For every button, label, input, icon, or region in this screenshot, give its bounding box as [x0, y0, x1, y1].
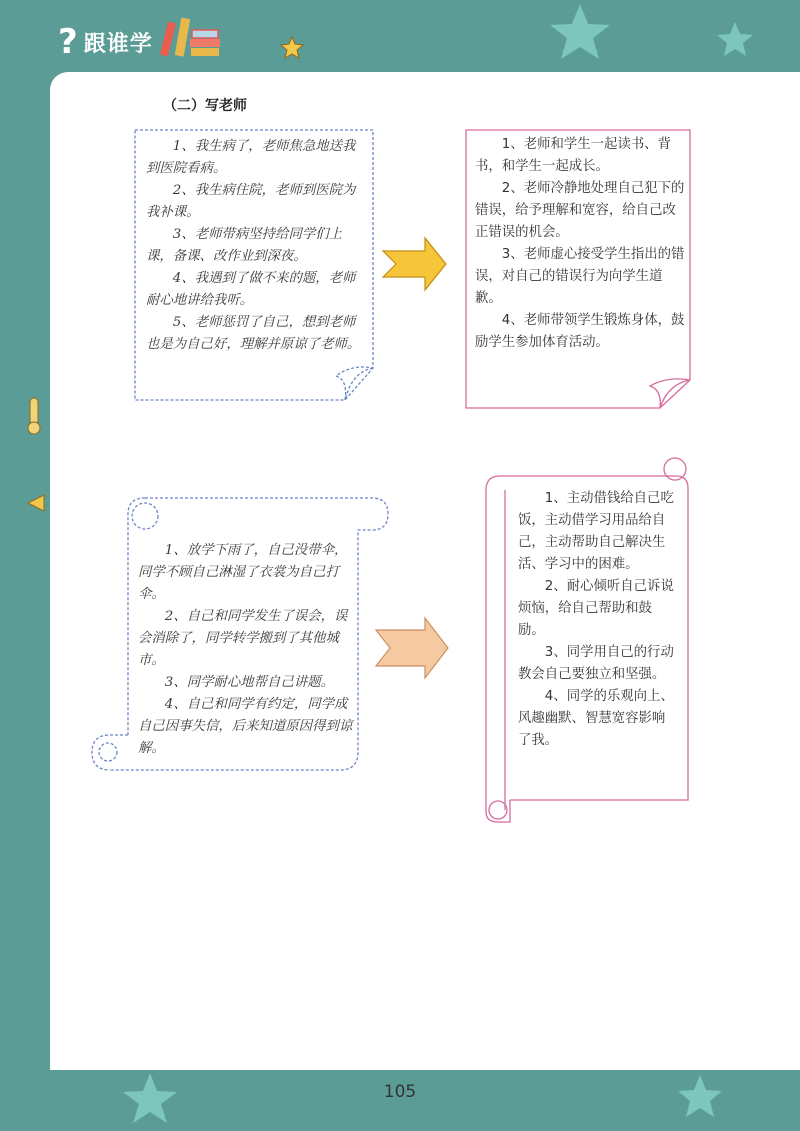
list-item: 2、我生病住院，老师到医院为我补课。	[146, 183, 356, 220]
teacher-events-text	[146, 136, 368, 356]
list-item: 1、我生病了，老师焦急地送我到医院看病。	[146, 139, 356, 176]
page-curl	[650, 379, 690, 408]
list-item: 3、同学耐心地帮自己讲题。	[164, 675, 335, 690]
list-item: 5、老师惩罚了自己，想到老师也是为自己好，理解并原谅了老师。	[146, 315, 361, 352]
list-item: 1、老师和学生一起读书、背书，和学生一起成长。	[475, 137, 672, 174]
teacher-qualities-text	[475, 134, 685, 354]
list-item: 2、耐心倾听自己诉说烦恼，给自己帮助和鼓励。	[518, 579, 674, 638]
list-item: 4、同学的乐观向上、风趣幽默、智慧宽容影响了我。	[518, 689, 674, 748]
list-item: 3、同学用自己的行动教会自己要独立和坚强。	[518, 645, 674, 682]
list-item: 2、老师冷静地处理自己犯下的错误，给予理解和宽容，给自己改正错误的机会。	[475, 181, 685, 240]
list-item: 1、放学下雨了，自己没带伞，同学不顾自己淋湿了衣裳为自己打伞。	[138, 543, 348, 602]
page-curl	[336, 367, 373, 400]
list-item: 2、自己和同学发生了误会，误会消除了，同学转学搬到了其他城市。	[138, 609, 348, 668]
list-item: 3、老师带病坚持给同学们上课，备课、改作业到深夜。	[146, 227, 343, 264]
list-item: 3、老师虚心接受学生指出的错误，对自己的错误行为向学生道歉。	[475, 247, 685, 306]
section-title: （二）写老师	[163, 98, 247, 114]
header-title: 跟谁学	[83, 31, 153, 57]
classmate-qualities-text	[518, 488, 676, 752]
classmate-events-text	[138, 540, 356, 760]
arrow-yellow	[383, 238, 446, 290]
page-number: 105	[383, 1082, 417, 1102]
list-item: 4、自己和同学有约定，同学成自己因事失信，后来知道原因得到谅解。	[138, 697, 353, 756]
question-mark-icon: ?	[58, 22, 78, 62]
arrow-peach	[376, 618, 448, 678]
list-item: 4、老师带领学生锻炼身体，鼓励学生参加体育活动。	[475, 313, 685, 350]
list-item: 1、主动借钱给自己吃饭，主动借学习用品给自己，主动帮助自己解决生活、学习中的困难。	[518, 491, 674, 572]
list-item: 4、我遇到了做不来的题，老师耐心地讲给我听。	[146, 271, 356, 308]
